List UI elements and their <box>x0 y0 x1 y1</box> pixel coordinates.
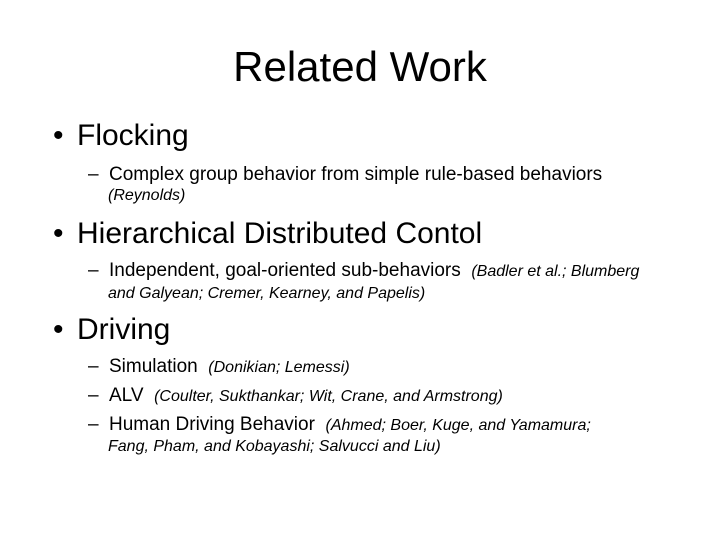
sub-item-text: Complex group behavior from simple rule-based behaviors <box>109 164 603 185</box>
bullet-heading: Flocking <box>77 119 189 152</box>
bullet-heading: Driving <box>77 313 171 346</box>
slide-title: Related Work <box>233 43 487 90</box>
sub-item-flocking <box>88 163 602 186</box>
sub-item-citation: (Coulter, Sukthankar; Wit, Crane, and Armstrong) <box>154 388 503 405</box>
dash-glyph: – <box>88 385 99 406</box>
sub-item-text: ALV <box>109 385 144 406</box>
dash-glyph: – <box>88 414 99 435</box>
sub-item-simulation <box>88 355 350 379</box>
bullet-glyph: • <box>53 119 64 152</box>
sub-item-human-driving <box>88 413 591 437</box>
bullet-glyph: • <box>53 313 64 346</box>
citation-reynolds: (Reynolds) <box>108 187 186 204</box>
bullet-hierarchical <box>53 216 482 252</box>
bullet-glyph: • <box>53 217 64 250</box>
sub-item-citation: (Donikian; Lemessi) <box>208 359 350 376</box>
sub-item-alv <box>88 384 503 408</box>
citation-continuation: Fang, Pham, and Kobayashi; Salvucci and Liu) <box>108 438 441 455</box>
sub-item-citation: (Badler et al.; Blumberg <box>471 263 640 280</box>
sub-item-citation: (Ahmed; Boer, Kuge, and Yamamura; <box>325 417 591 434</box>
bullet-flocking <box>53 118 189 154</box>
citation-continuation: and Galyean; Cremer, Kearney, and Papelis) <box>108 285 426 302</box>
sub-item-text: Human Driving Behavior <box>109 414 315 435</box>
dash-glyph: – <box>88 164 99 185</box>
dash-glyph: – <box>88 260 99 281</box>
sub-item-hierarchical <box>88 259 639 283</box>
sub-item-text: Simulation <box>109 356 198 377</box>
bullet-driving <box>53 312 170 348</box>
bullet-heading: Hierarchical Distributed Contol <box>77 217 483 250</box>
sub-item-text: Independent, goal-oriented sub-behaviors <box>109 260 461 281</box>
dash-glyph: – <box>88 356 99 377</box>
